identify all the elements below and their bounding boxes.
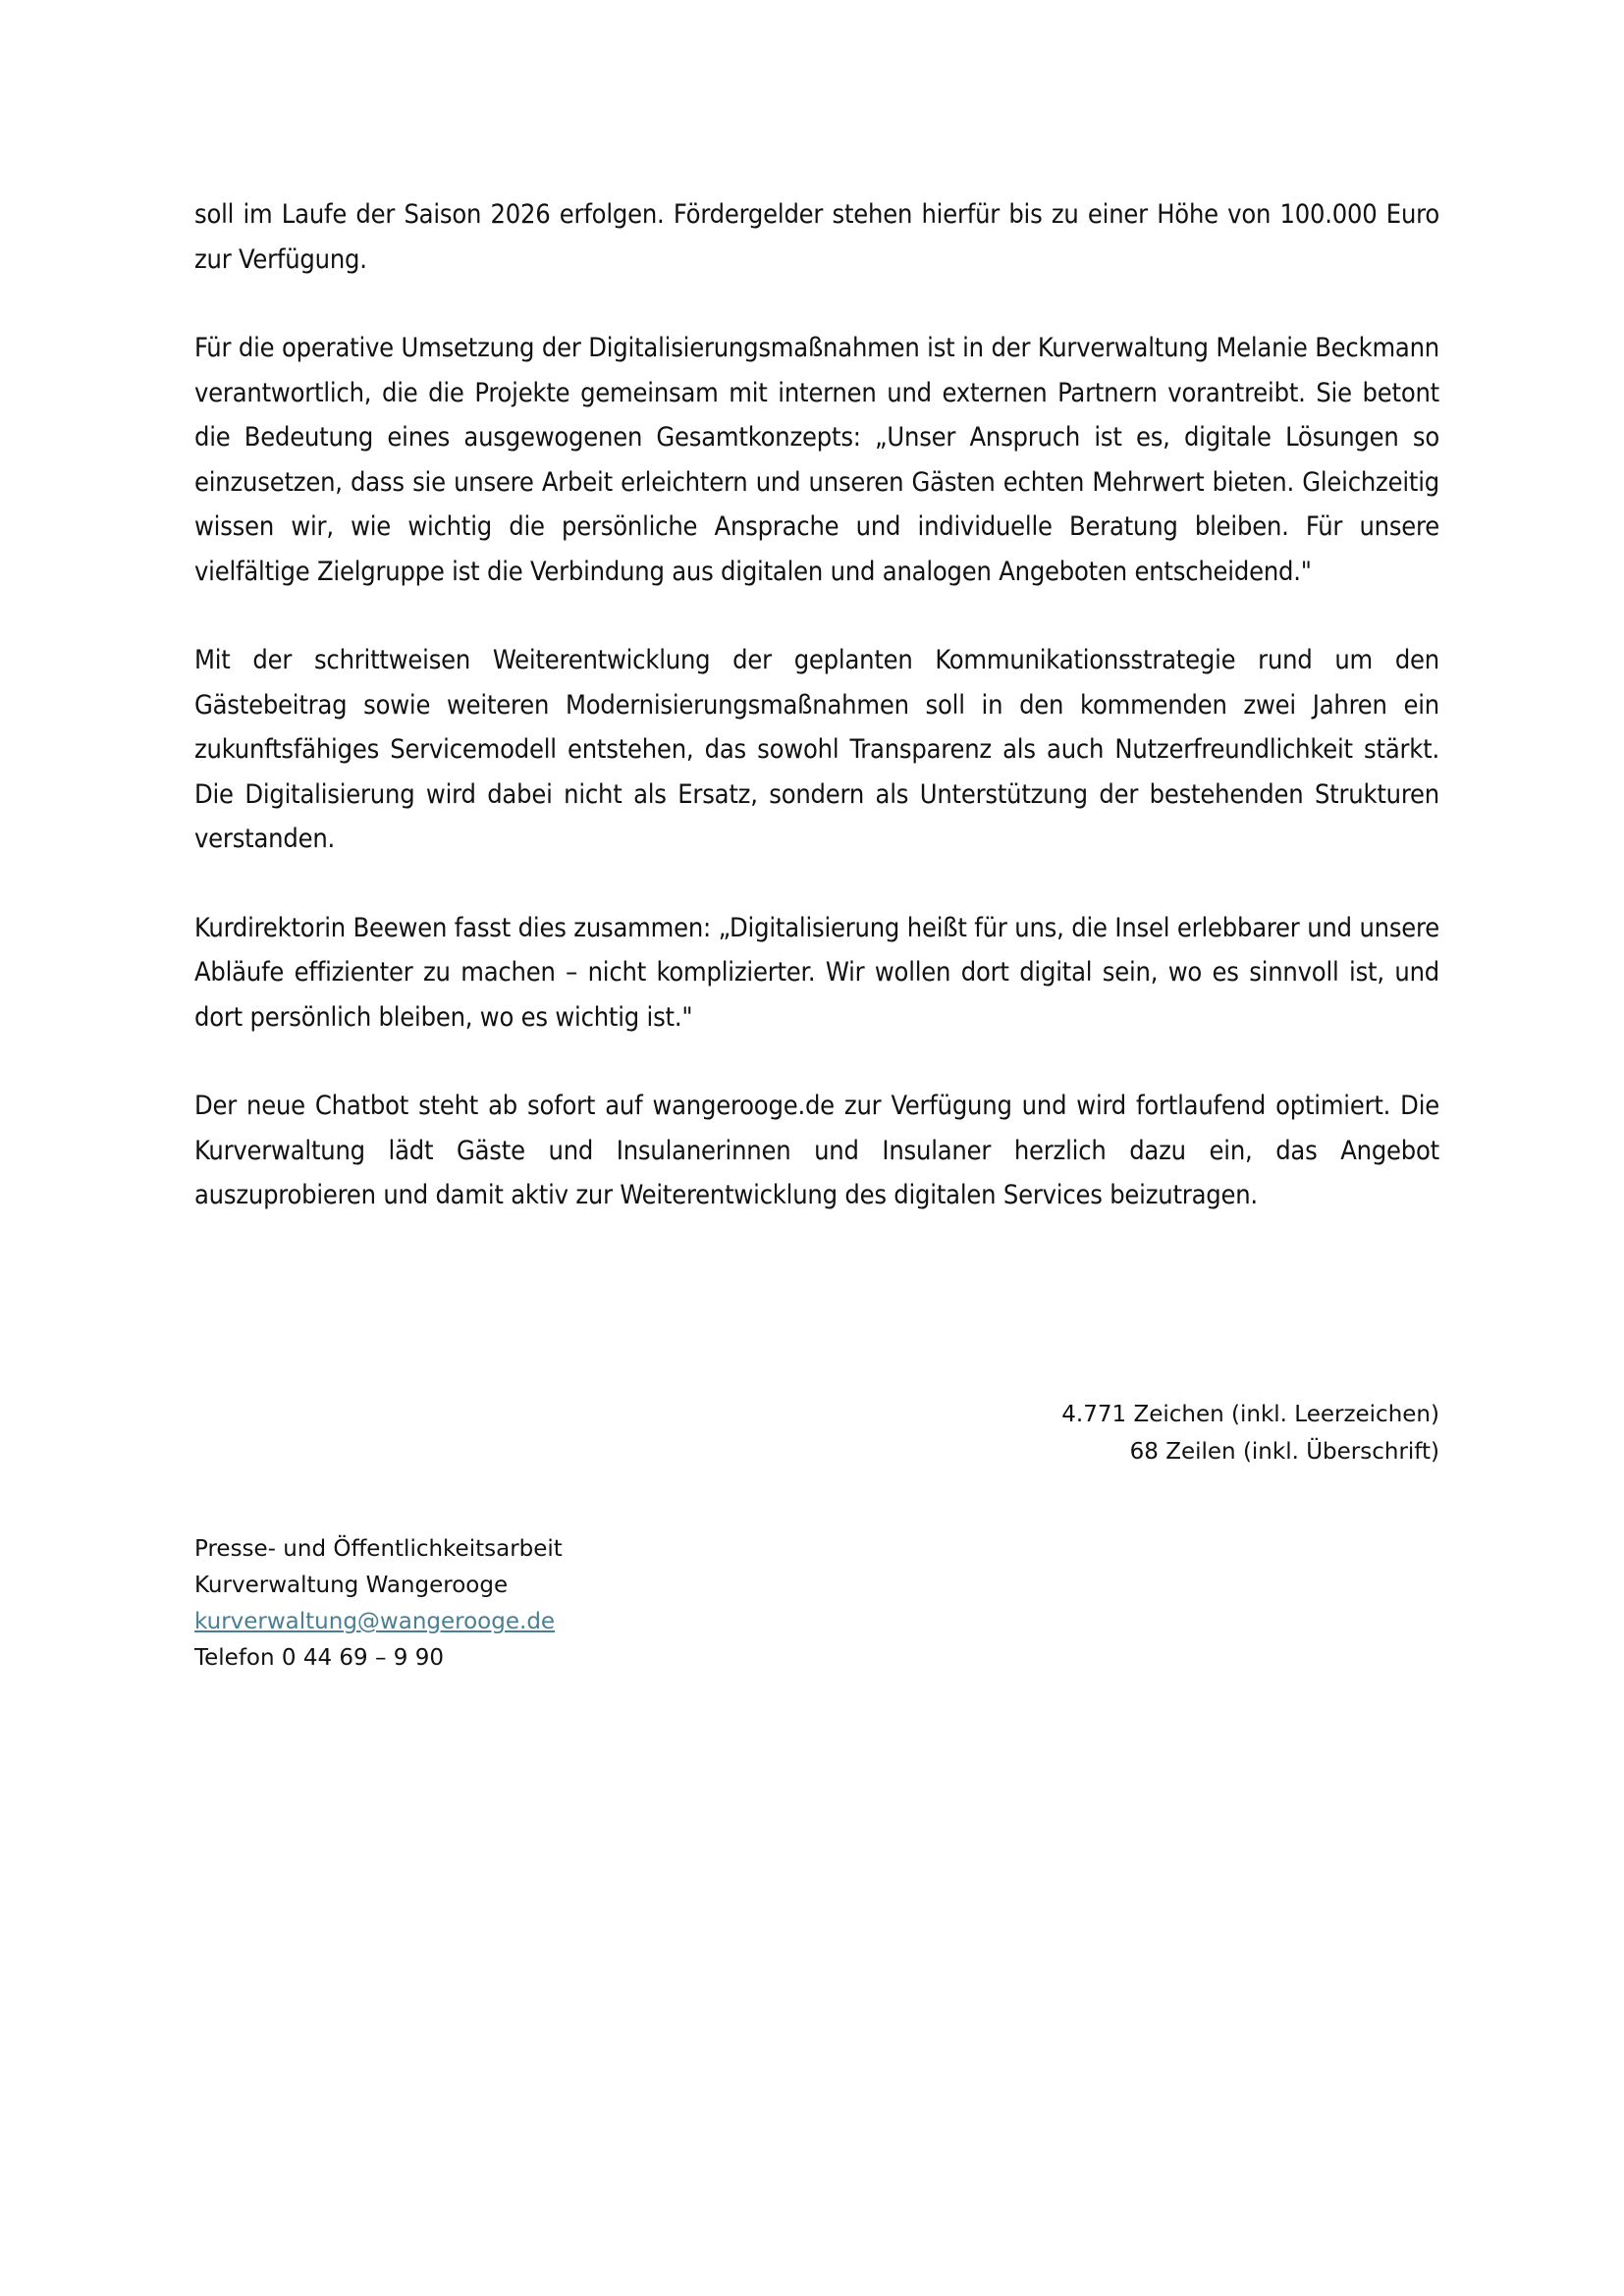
paragraph-implementation: Für die operative Umsetzung der Digitalisierungsmaßnahmen ist in der Kurverwaltung Melanie Beckmann verantwortlich, die die Projekte gemeinsam mit internen und externen Partnern vorantreibt. Sie betont die Bedeutung eines ausgewogenen Gesamtkonzepts: „Unser Anspruch ist es, digitale Lösungen so einzusetzen, dass sie unsere Arbeit erleichtern und unseren Gästen echten Mehrwert bieten. Gleichzeitig wissen wir, wie wichtig die persönliche Ansprache und individuelle Beratung bleiben. Für unsere vielfältige Zielgruppe ist die Verbindung aus digitalen und analogen Angeboten entscheidend." — [194, 333, 1439, 587]
contact-block — [194, 1531, 563, 1677]
contact-email-link[interactable]: kurverwaltung@wangerooge.de — [194, 1609, 556, 1634]
document-body — [194, 192, 1439, 1218]
paragraph-funding: soll im Laufe der Saison 2026 erfolgen. Fördergelder stehen hierfür bis zu einer Höhe von 100.000 Euro zur Verfügung. — [194, 199, 1439, 275]
paragraph-chatbot: Der neue Chatbot steht ab sofort auf wangerooge.de zur Verfügung und wird fortlaufend optimiert. Die Kurverwaltung lädt Gäste und Insulanerinnen und Insulaner herzlich dazu ein, das Angebot auszuprobieren und damit aktiv zur Weiterentwicklung des digitalen Services beizutragen. — [194, 1091, 1439, 1210]
paragraph-quote-beewen: Kurdirektorin Beewen fasst dies zusammen: „Digitalisierung heißt für uns, die Insel erlebbarer und unsere Abläufe effizienter zu machen – nicht komplizierter. Wir wollen dort digital sein, wo es sinnvoll ist, und dort persönlich bleiben, wo es wichtig ist." — [194, 912, 1439, 1033]
contact-department: Presse- und Öffentlichkeitsarbeit — [194, 1536, 563, 1562]
character-count: 4.771 Zeichen (inkl. Leerzeichen) — [1061, 1402, 1439, 1427]
text-statistics — [1061, 1396, 1439, 1470]
contact-organization: Kurverwaltung Wangerooge — [194, 1573, 509, 1598]
paragraph-strategy: Mit der schrittweisen Weiterentwicklung der geplanten Kommunikationsstrategie rund um den Gästebeitrag sowie weiteren Modernisierungsmaßnahmen soll in den kommenden zwei Jahren ein zukunftsfähiges Servicemodell entstehen, das sowohl Transparenz als auch Nutzerfreundlichkeit stärkt. Die Digitalisierung wird dabei nicht als Ersatz, sondern als Unterstützung der bestehenden Strukturen verstanden. — [194, 645, 1439, 854]
contact-phone: Telefon 0 44 69 – 9 90 — [194, 1645, 445, 1671]
line-count: 68 Zeilen (inkl. Überschrift) — [1129, 1439, 1439, 1465]
